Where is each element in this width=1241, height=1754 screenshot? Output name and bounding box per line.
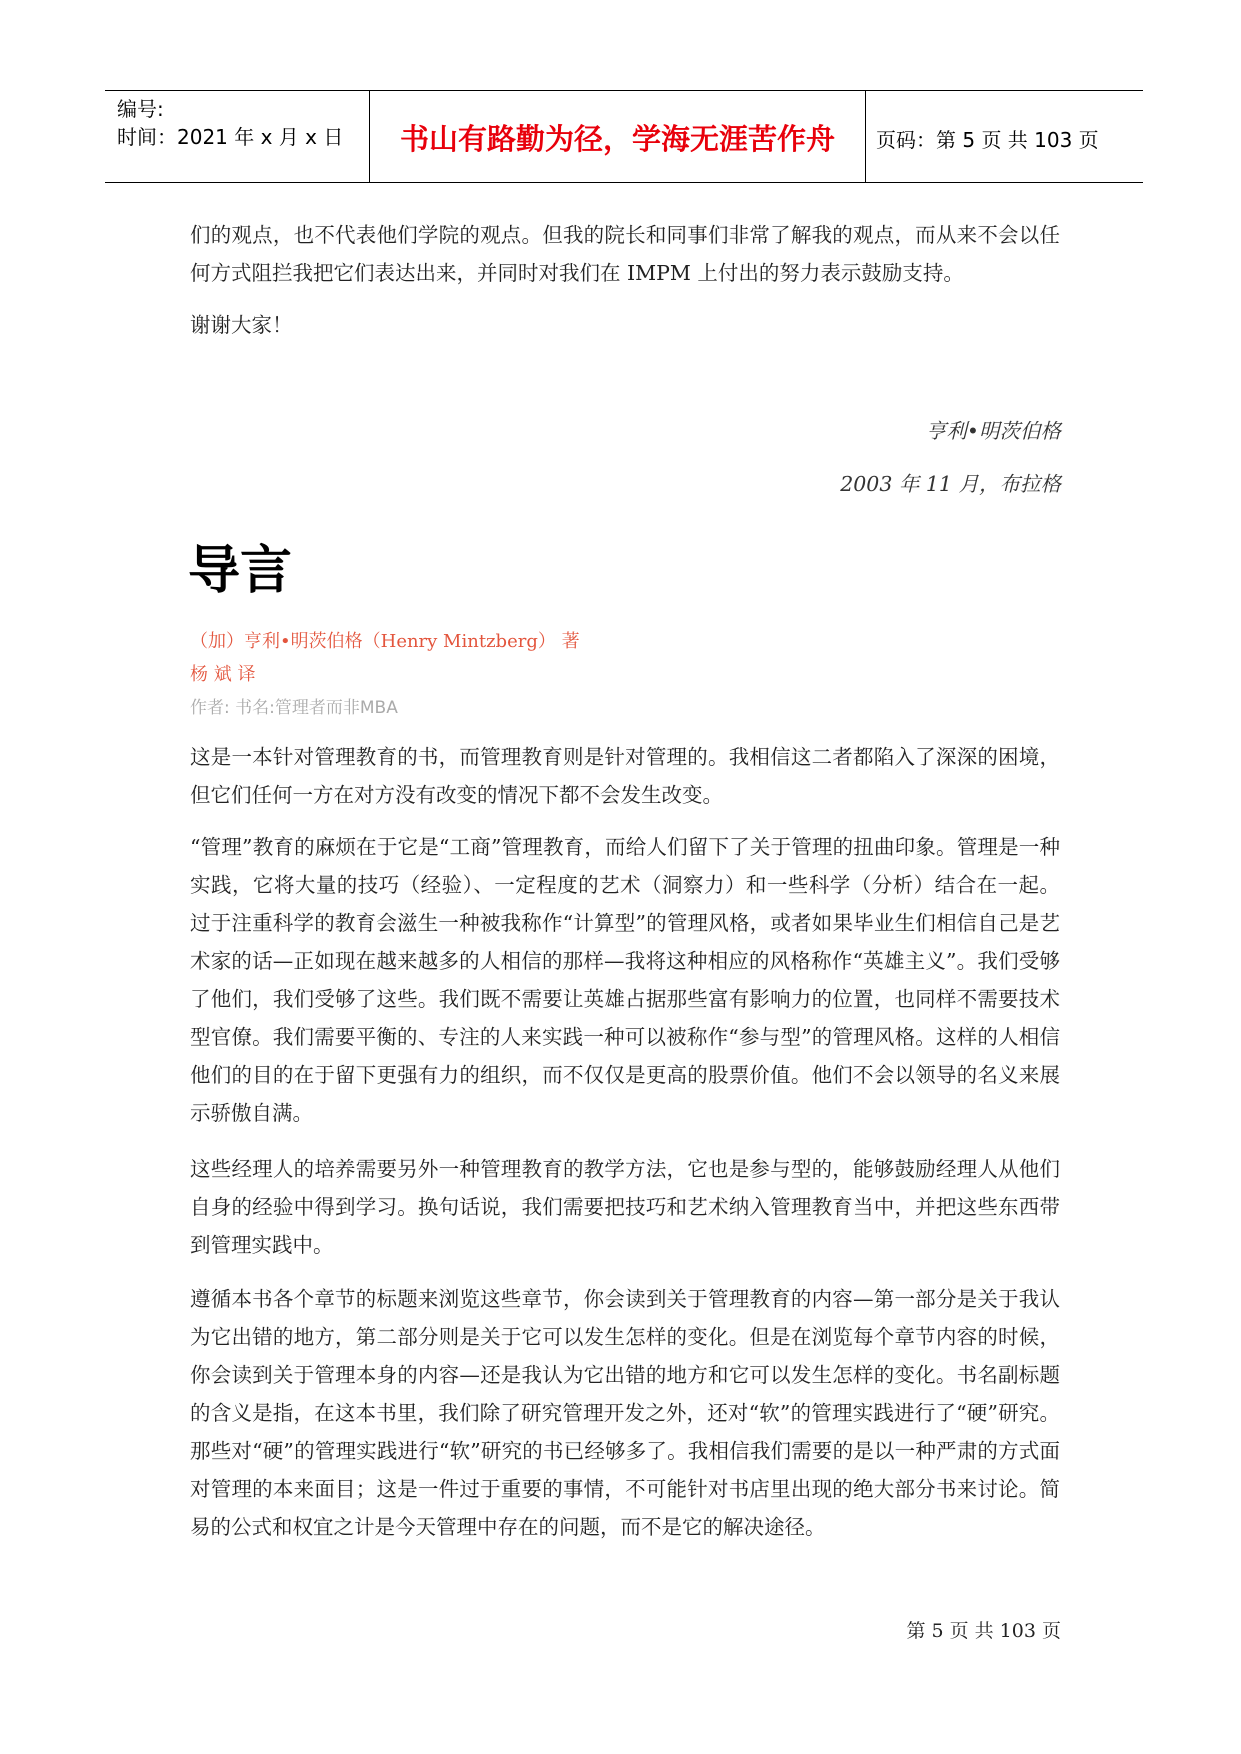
footer-page-number: 第 5 页 共 103 页 [906, 1620, 1061, 1642]
book-meta-line: 作者: 书名:管理者而非MBA [190, 698, 398, 718]
signature-date: 2003 年 11 月，布拉格 [840, 472, 1061, 496]
signature-name: 亨利•明茨伯格 [925, 419, 1061, 443]
thanks-line: 谢谢大家！ [190, 313, 293, 337]
header-page-number: 页码：第 5 页 共 103 页 [876, 128, 1099, 152]
header-motto: 书山有路勤为径，学海无涯苦作舟 [399, 122, 835, 156]
header-right-cell [866, 91, 1143, 182]
header-time: 时间：2021 年 x 月 x 日 [117, 125, 344, 149]
header-left-cell [105, 91, 369, 182]
translator-line: 杨 斌 译 [190, 664, 256, 685]
paragraph-continued: 们的观点，也不代表他们学院的观点。但我的院长和同事们非常了解我的观点，而从来不会以任何方式阻拦我把它们表达出来，并同时对我们在 IMPM 上付出的努力表示鼓励支持。 [190, 223, 1060, 285]
page-header [105, 90, 1143, 183]
paragraph-3: 这些经理人的培养需要另外一种管理教育的教学方法，它也是参与型的，能够鼓励经理人从他们自身的经验中得到学习。换句话说，我们需要把技巧和艺术纳入管理教育当中，并把这些东西带到管理实践中。 [190, 1157, 1060, 1257]
author-line: （加）亨利•明茨伯格（Henry Mintzberg） 著 [190, 631, 580, 652]
paragraph-1: 这是一本针对管理教育的书，而管理教育则是针对管理的。我相信这二者都陷入了深深的困境，但它们任何一方在对方没有改变的情况下都不会发生改变。 [190, 745, 1060, 807]
paragraph-4: 遵循本书各个章节的标题来浏览这些章节，你会读到关于管理教育的内容—第一部分是关于我认为它出错的地方，第二部分则是关于它可以发生怎样的变化。但是在浏览每个章节内容的时候，你会读到关于管理本身的内容—还是我认为它出错的地方和它可以发生怎样的变化。书名副标题的含义是指，在这本书里，我们除了研究管理开发之外，还对“软”的管理实践进行了“硬”研究。那些对“硬”的管理实践进行“软”研究的书已经够多了。我相信我们需要的是以一种严肃的方式面对管理的本来面目；这是一件过于重要的事情，不可能针对书店里出现的绝大部分书来讨论。简易的公式和权宜之计是今天管理中存在的问题，而不是它的解决途径。 [190, 1287, 1060, 1539]
header-number-label: 编号: [117, 97, 164, 121]
header-middle-cell [369, 91, 866, 182]
paragraph-2: “管理”教育的麻烦在于它是“工商”管理教育，而给人们留下了关于管理的扭曲印象。管理是一种实践，它将大量的技巧（经验）、一定程度的艺术（洞察力）和一些科学（分析）结合在一起。过于注重科学的教育会滋生一种被我称作“计算型”的管理风格，或者如果毕业生们相信自己是艺术家的话—正如现在越来越多的人相信的那样—我将这种相应的风格称作“英雄主义”。我们受够了他们，我们受够了这些。我们既不需要让英雄占据那些富有影响力的位置，也同样不需要技术型官僚。我们需要平衡的、专注的人来实践一种可以被称作“参与型”的管理风格。这样的人相信他们的目的在于留下更强有力的组织，而不仅仅是更高的股票价值。他们不会以领导的名义来展示骄傲自满。 [190, 835, 1060, 1125]
section-title: 导言 [188, 541, 293, 601]
